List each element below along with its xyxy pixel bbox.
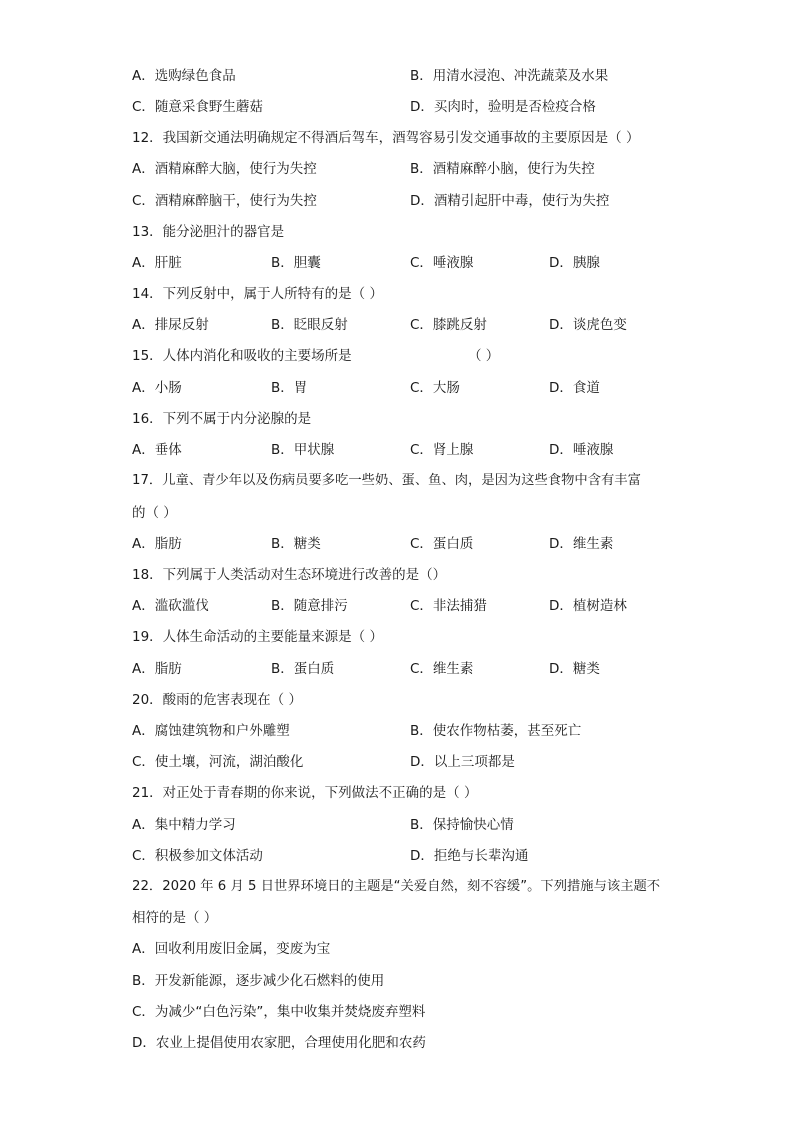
q20-stem: 20．酸雨的危害表现在（ ）: [132, 692, 302, 708]
q17-option-c: C．蛋白质: [410, 536, 474, 552]
q20-option-a: A．腐蚀建筑物和户外雕塑: [132, 723, 290, 739]
q22-stem-line2: 相符的是（ ）: [132, 910, 218, 926]
q16-option-c: C．肾上腺: [410, 442, 474, 458]
q17-stem-line1: 17．儿童、青少年以及伤病员要多吃一些奶、蛋、鱼、肉，是因为这些食物中含有丰富: [132, 473, 641, 488]
q18-option-a: A．滥砍滥伐: [132, 598, 209, 614]
q13-stem: 13．能分泌胆汁的器官是: [132, 224, 285, 240]
q19-option-b: B．蛋白质: [271, 661, 335, 677]
q19-option-a: A．脂肪: [132, 661, 182, 677]
q22-option-b: B．开发新能源，逐步减少化石燃料的使用: [132, 973, 385, 989]
q14-option-c: C．膝跳反射: [410, 317, 487, 333]
q19-stem: 19．人体生命活动的主要能量来源是（ ）: [132, 629, 383, 645]
q17-option-b: B．糖类: [271, 536, 321, 552]
q16-option-b: B．甲状腺: [271, 442, 335, 458]
q17-option-a: A．脂肪: [132, 536, 182, 552]
q21-option-a: A．集中精力学习: [132, 817, 236, 833]
q22-option-c: C．为减少“白色污染”，集中收集并焚烧废弃塑料: [132, 1004, 426, 1020]
q17-stem-line2: 的（ ）: [132, 505, 177, 521]
q21-option-d: D．拒绝与长辈沟通: [410, 848, 529, 864]
q18-stem: 18．下列属于人类活动对生态环境进行改善的是（）: [132, 567, 447, 583]
q11-option-a: A．选购绿色食品: [132, 68, 236, 84]
q22-option-a: A．回收利用废旧金属，变废为宝: [132, 941, 331, 957]
q16-option-a: A．垂体: [132, 442, 182, 458]
q18-option-b: B．随意排污: [271, 598, 348, 614]
q11-option-c: C．随意采食野生蘑菇: [132, 99, 263, 115]
q14-option-a: A．排尿反射: [132, 317, 209, 333]
q18-option-c: C．非法捕猎: [410, 598, 487, 614]
q11-option-b: B．用清水浸泡、冲洗蔬菜及水果: [410, 68, 609, 84]
q12-option-d: D．酒精引起肝中毒，使行为失控: [410, 193, 610, 209]
q20-option-b: B．使农作物枯萎，甚至死亡: [410, 723, 582, 739]
q16-stem: 16．下列不属于内分泌腺的是: [132, 411, 312, 427]
q13-option-c: C．唾液腺: [410, 255, 474, 271]
q16-option-d: D．唾液腺: [549, 442, 614, 458]
q15-option-b: B．胃: [271, 380, 308, 396]
q13-option-d: D．胰腺: [549, 255, 600, 271]
q20-option-d: D．以上三项都是: [410, 754, 515, 770]
q14-option-b: B．眨眼反射: [271, 317, 348, 333]
q15-option-d: D．食道: [549, 380, 600, 396]
q14-option-d: D．谈虎色变: [549, 317, 627, 333]
q20-option-c: C．使土壤，河流，湖泊酸化: [132, 754, 304, 770]
q12-option-a: A．酒精麻醉大脑，使行为失控: [132, 161, 317, 177]
q15-answer-paren: （ ）: [468, 348, 500, 364]
q15-option-a: A．小肠: [132, 380, 182, 396]
q21-option-c: C．积极参加文体活动: [132, 848, 263, 864]
q13-option-a: A．肝脏: [132, 255, 182, 271]
q21-option-b: B．保持愉快心情: [410, 817, 514, 833]
q13-option-b: B．胆囊: [271, 255, 321, 271]
q14-stem: 14．下列反射中，属于人所特有的是（ ）: [132, 286, 383, 302]
q21-stem: 21．对正处于青春期的你来说，下列做法不正确的是（ ）: [132, 785, 478, 801]
q12-stem: 12．我国新交通法明确规定不得酒后驾车，酒驾容易引发交通事故的主要原因是（ ）: [132, 130, 640, 146]
q15-stem: 15．人体内消化和吸收的主要场所是: [132, 348, 352, 364]
q18-option-d: D．植树造林: [549, 598, 627, 614]
q19-option-d: D．糖类: [549, 661, 600, 677]
q22-stem-line1: 22．2020 年 6 月 5 日世界环境日的主题是“关爱自然，刻不容缓”。下列措施与该主题不: [132, 879, 661, 894]
q11-option-d: D．买肉时，验明是否检疫合格: [410, 99, 596, 115]
q12-option-b: B．酒精麻醉小脑，使行为失控: [410, 161, 595, 177]
q17-option-d: D．维生素: [549, 536, 614, 552]
q19-option-c: C．维生素: [410, 661, 474, 677]
q15-option-c: C．大肠: [410, 380, 460, 396]
q12-option-c: C．酒精麻醉脑干，使行为失控: [132, 193, 317, 209]
q22-option-d: D．农业上提倡使用农家肥，合理使用化肥和农药: [132, 1035, 426, 1051]
